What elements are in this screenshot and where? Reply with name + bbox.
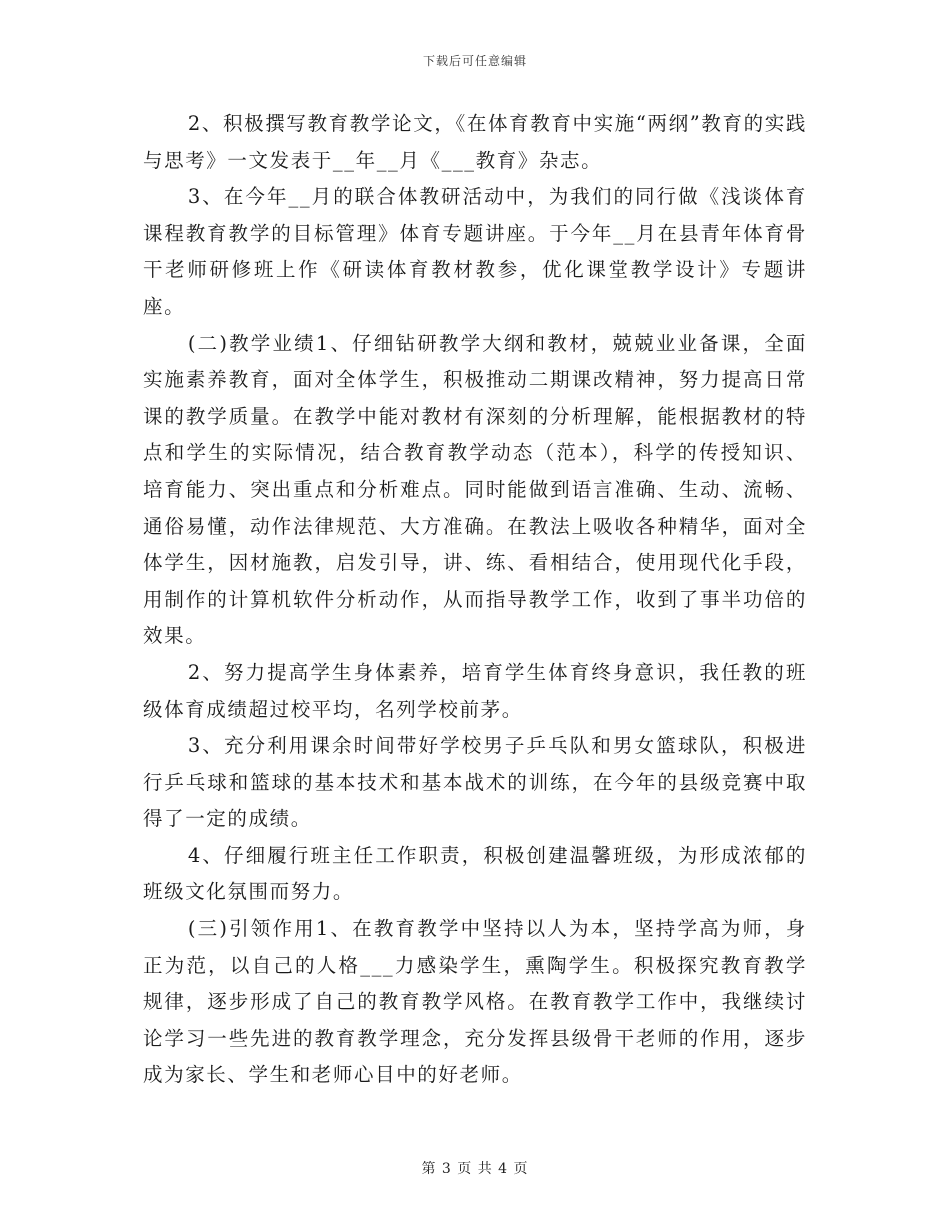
paragraph-sports-teams: 3、充分利用课余时间带好学校男子乒乓队和男女篮球队，积极进行乒乓球和篮球的基本技术和基本战术的训练，在今年的县级竞赛中取得了一定的成绩。 (143, 734, 807, 831)
paragraph-lectures: 3、在今年__月的联合体教研活动中，为我们的同行做《浅谈体育课程教育教学的目标管理》体育专题讲座。于今年__月在县青年体育骨干老师研修班上作《研读体育教材教参，优化课堂教学设计》专题讲座。 (143, 185, 807, 318)
page-number: 第 3 页 共 4 页 (421, 1161, 529, 1177)
paragraph-student-fitness: 2、努力提高学生身体素养，培育学生体育终身意识，我任教的班级体育成绩超过校平均，名列学校前茅。 (143, 660, 807, 721)
paragraph-class-teacher-duties: 4、仔细履行班主任工作职责，积极创建温馨班级，为形成浓郁的班级文化氛围而努力。 (143, 843, 807, 904)
page-header-note: 下载后可任意编辑 (422, 54, 527, 68)
paragraph-teaching-achievements: (二)教学业绩1、仔细钻研教学大纲和教材，兢兢业业备课，全面实施素养教育，面对全体学生，积极推动二期课改精神，努力提高日常课的教学质量。在教学中能对教材有深刻的分析理解，能根据教材的特点和学生的实际情况，结合教育教学动态（范本），科学的传授知识、培育能力、突出重点和分析难点。同时能做到语言准确、生动、流畅、通俗易懂，动作法律规范、大方准确。在教法上吸收各种精华，面对全体学生，因材施教，启发引导，讲、练、看相结合，使用现代化手段，用制作的计算机软件分析动作，从而指导教学工作，收到了事半功倍的效果。 (143, 331, 807, 648)
paragraph-leading-role: (三)引领作用1、在教育教学中坚持以人为本，坚持学高为师，身正为范，以自己的人格___力感染学生，熏陶学生。积极探究教育教学规律，逐步形成了自己的教育教学风格。在教育教学工作中，我继续讨论学习一些先进的教育教学理念，充分发挥县级骨干老师的作用，逐步成为家长、学生和老师心目中的好老师。 (143, 917, 807, 1087)
paragraph-thesis-publication: 2、积极撰写教育教学论文，《在体育教育中实施“两纲”教育的实践与思考》一文发表于__年__月《___教育》杂志。 (143, 112, 807, 172)
document-body (143, 106, 807, 1094)
